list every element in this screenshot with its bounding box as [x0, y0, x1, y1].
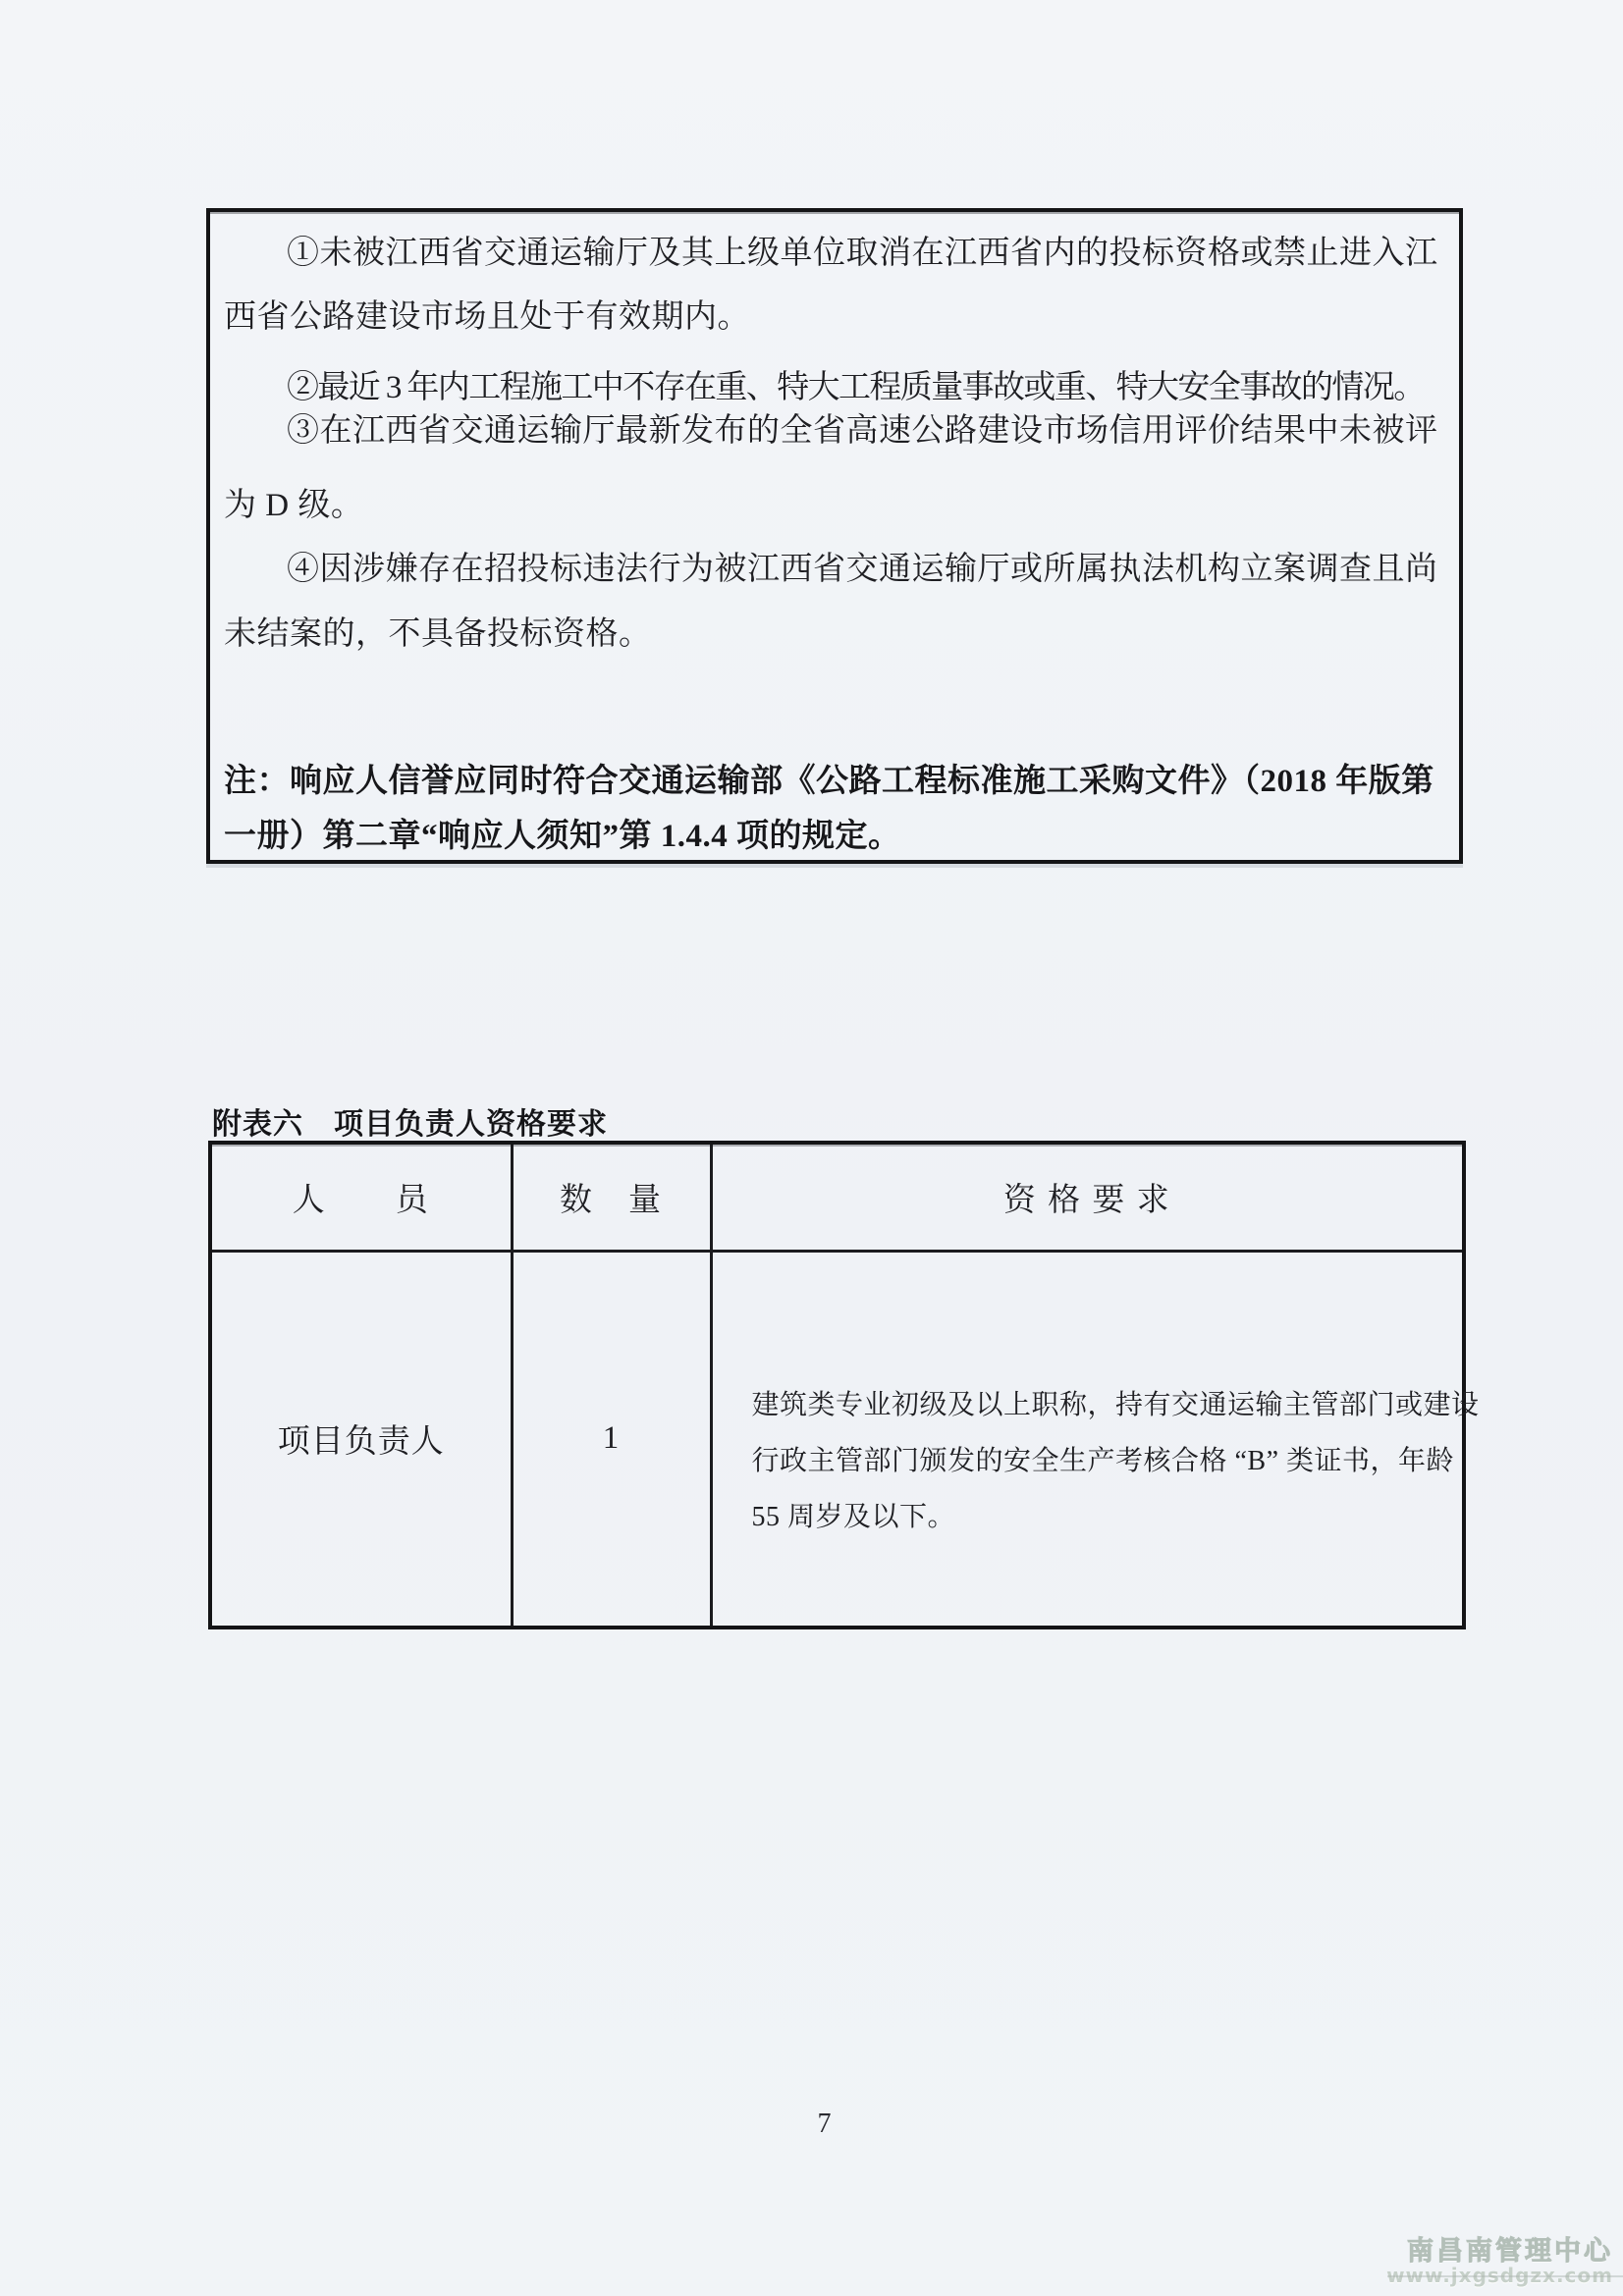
- table-header-row: [210, 1143, 1464, 1251]
- notice-line-2: 西省公路建设市场且处于有效期内。: [224, 299, 750, 335]
- scan-artifact-line: [1387, 2275, 1623, 2277]
- cell-requirement: [711, 1251, 1480, 1628]
- cell-person: 项目负责人: [210, 1251, 512, 1628]
- cell-quantity: 1: [512, 1251, 711, 1628]
- watermark-title: 南昌南管理中心: [1407, 2236, 1613, 2267]
- eligibility-notice-box: [206, 208, 1463, 864]
- header-person: 人 员: [210, 1143, 512, 1251]
- notice-line-7: 未结案的，不具备投标资格。: [224, 616, 652, 652]
- page-number: 7: [817, 2109, 832, 2139]
- site-watermark: [1386, 2238, 1613, 2286]
- notice-line-5: 为 D 级。: [224, 488, 364, 523]
- notice-line-3: ②最近 3 年内工程施工中不存在重、特大工程质量事故或重、特大安全事故的情况。: [287, 370, 1425, 405]
- requirement-line-2: 行政主管部门颁发的安全生产考核合格 “B” 类证书，年龄: [751, 1446, 1455, 1477]
- notice-line-4: ③在江西省交通运输厅最新发布的全省高速公路建设市场信用评价结果中未被评: [287, 413, 1438, 449]
- qualification-table: [208, 1141, 1480, 1629]
- header-quantity: 数 量: [512, 1143, 711, 1251]
- requirement-line-1: 建筑类专业初级及以上职称，持有交通运输主管部门或建设: [751, 1390, 1480, 1421]
- requirement-line-3: 55 周岁及以下。: [751, 1502, 956, 1533]
- credit-note-line-1: 注：响应人信誉应同时符合交通运输部《公路工程标准施工采购文件》（2018 年版第: [224, 764, 1434, 799]
- watermark-url: www.jxgsdgzx.com: [1386, 2264, 1613, 2288]
- header-requirement: 资 格 要 求: [711, 1143, 1464, 1251]
- table-row: [210, 1251, 1464, 1628]
- table-caption: 附表六 项目负责人资格要求: [212, 1108, 608, 1141]
- notice-line-1: ①未被江西省交通运输厅及其上级单位取消在江西省内的投标资格或禁止进入江: [287, 236, 1438, 271]
- notice-line-6: ④因涉嫌存在招投标违法行为被江西省交通运输厅或所属执法机构立案调查且尚: [287, 552, 1438, 587]
- credit-note-line-2: 一册）第二章“响应人须知”第 1.4.4 项的规定。: [224, 819, 901, 854]
